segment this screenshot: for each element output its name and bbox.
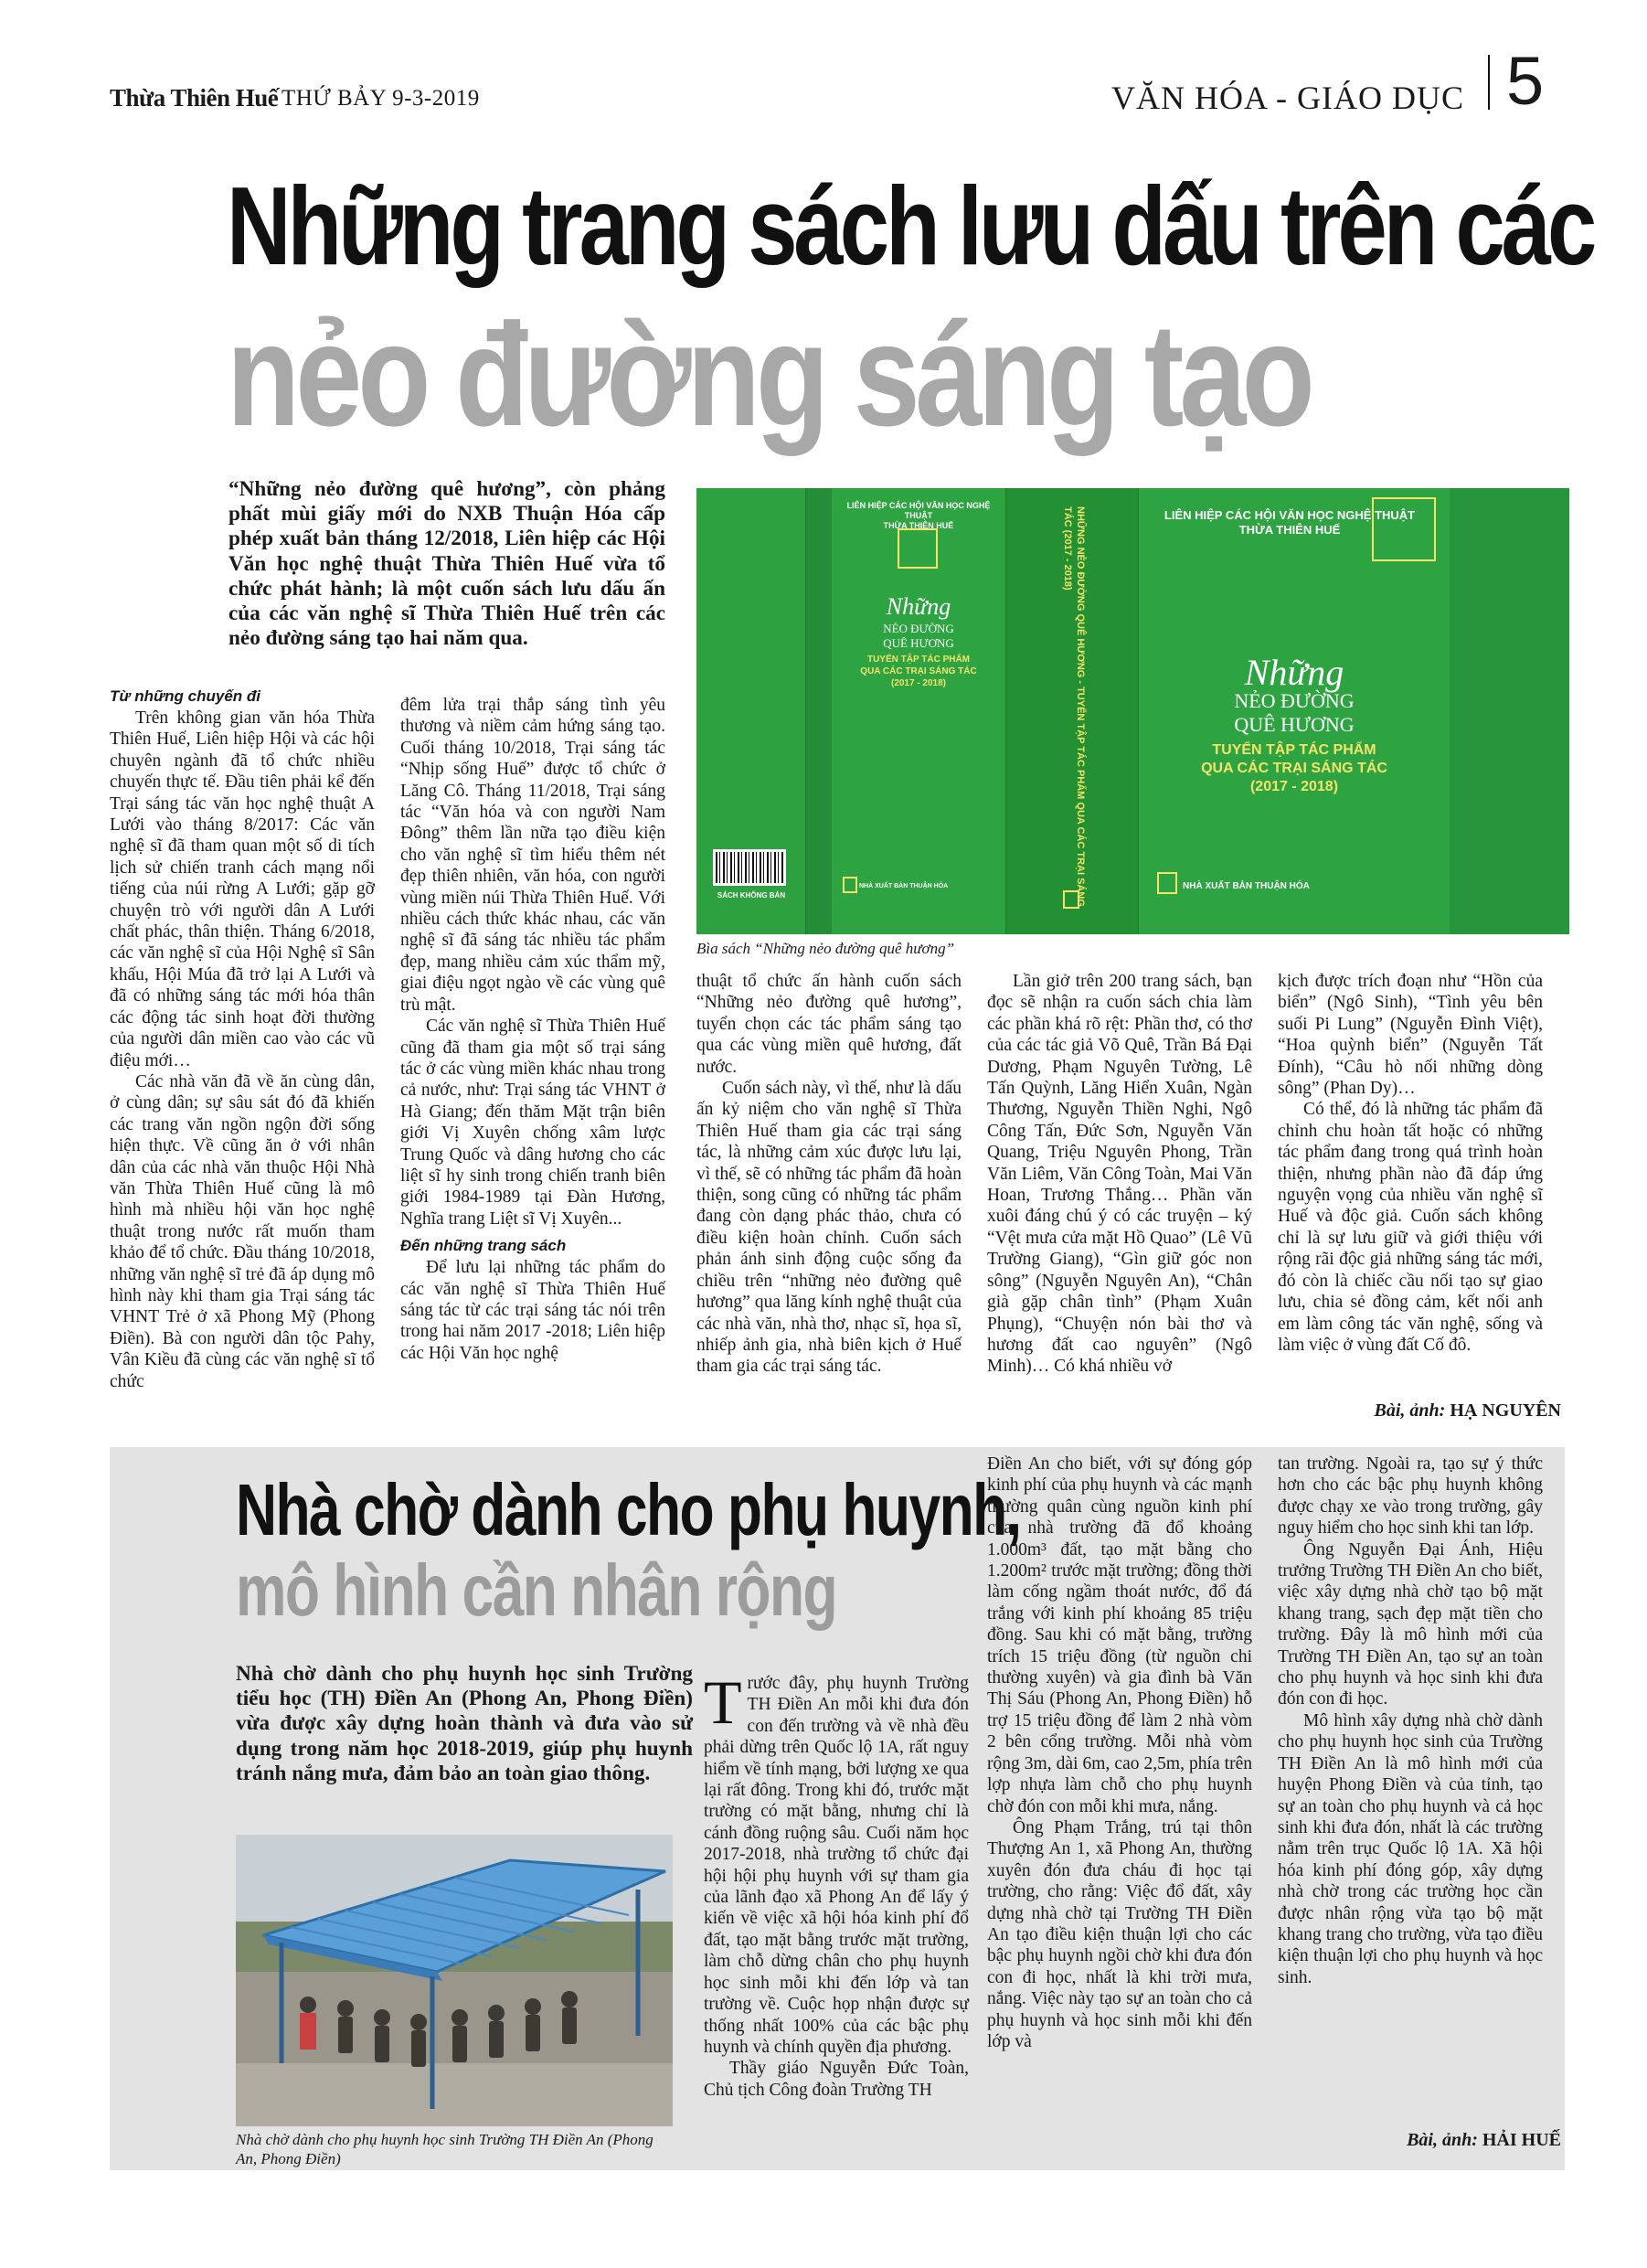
spine-title: NHỮNG NẺO ĐƯỜNG QUÊ HƯƠNG - TUYỂN TẬP TÁC PHẨM QUA CÁC TRẠI SÁNG TÁC (2017 - 2018) xyxy=(1062,506,1086,907)
article1-headline-line2: nẻo đường sáng tạo xyxy=(227,293,1311,456)
cover-press: NHÀ XUẤT BẢN THUẬN HÓA xyxy=(1183,881,1310,891)
article1-subhead-2: Đến những trang sách xyxy=(400,1237,567,1255)
paragraph: Ông Nguyễn Đại Ánh, Hiệu trưởng Trường TH Điền An cho biết, việc xây dựng nhà chờ tạo bộ mặt khang trang, sạch đẹp mặt tiền cho trường. Đây là mô hình mới của Trường TH Điền An, tạo sự an toàn cho phụ huynh và học sinh khi đưa đón con đi học. xyxy=(1278,1539,1543,1709)
article1-column-4 xyxy=(987,971,1252,1378)
cover-press-logo-icon xyxy=(1157,872,1177,894)
spine-press-logo-icon xyxy=(1063,890,1079,909)
association-logo-icon xyxy=(898,528,938,569)
cover-flap-title-script: Những xyxy=(886,593,951,620)
paragraph: Điền An cho biết, với sự đóng góp kinh phí của phụ huynh và các mạnh thường quân cùng nguồn kinh phí của nhà trường đã đổ khoảng 1.000m³ đất, tạo mặt bằng cho 1.200m² trước mặt trường; đồng thời làm cống ngầm thoát nước, đổ đá trắng với kinh phí khoảng 85 triệu đồng. Sau khi có mặt bằng, trường trích 15 triệu đồng (từ nguồn chi thường xuyên) và gia đình bà Văn Thị Sáu (Phong An, Phong Điền) hỗ trợ 15 triệu đồng để làm 2 nhà vòm 2 bên cổng trường. Mỗi nhà vòm rộng 3m, dài 6m, cao 2,5m, phía trên lợp nhựa làm chỗ cho phụ huynh chờ đón con mỗi khi mưa, nắng. xyxy=(987,1454,1252,1816)
article1-column-1 xyxy=(110,686,375,1392)
waiting-shelter-photo xyxy=(236,1835,673,2126)
cover-back-note: SÁCH KHÔNG BÁN xyxy=(717,891,786,900)
cover-spine xyxy=(1005,488,1139,934)
paragraph: Thầy giáo Nguyễn Đức Toàn, Chủ tịch Công đoàn Trường TH xyxy=(704,2059,969,2100)
article1-byline: Bài, ảnh: HẠ NGUYÊN xyxy=(1374,1400,1561,1421)
article1-lead: “Những nẻo đường quê hương”, còn phảng phất mùi giấy mới do NXB Thuận Hóa cấp phép xuất bản tháng 12/2018, Liên hiệp các Hội Văn học nghệ thuật Thừa Thiên Huế vừa tổ chức phát hành; là một cuốn sách lưu dấu ấn của các văn nghệ sĩ Thừa Thiên Huế trên các nẻo đường sáng tạo hai năm qua. xyxy=(228,477,665,651)
press-logo-icon xyxy=(843,877,857,893)
barcode-icon xyxy=(713,849,786,886)
issue-date: THỨ BẢY 9-3-2019 xyxy=(282,86,480,111)
cover-back-panel xyxy=(696,488,806,934)
paragraph: Trên không gian văn hóa Thừa Thiên Huế, Liên hiệp Hội và các hội chuyên ngành đã tổ chức nhiều chuyến thực tế. Đầu tiên phải kể đến Trại sáng tác văn học nghệ thuật A Lưới vào tháng 8/2017: Các văn nghệ sĩ đã tham quan một số di tích lịch sử chiến tranh cách mạng nổi tiếng của núi rừng A Lưới; gặp gỡ chuyện trò với người dân A Lưới chất phác, thân thiện. Tháng 6/2018, các văn nghệ sĩ của Hội Nghệ sĩ Sân khấu, Hội Múa đã trở lại A Lưới và đã có những sáng tác mới hóa thân các động tác sinh hoạt đời thường của người dân miền cao vào các vũ điệu mới… xyxy=(110,708,375,1070)
paragraph: Các nhà văn đã về ăn cùng dân, ở cùng dân; sự sâu sát đó đã khiến các trang văn ngồn ngộn đời sống hiện thực. Về cũng ăn ở với nhân dân của các nhà văn thuộc Hội Nhà văn Thừa Thiên Huế cũng là mô hình mà nhiều hội văn học nghệ thuật trong nước rất muốn tham khảo để tổ chức. Đầu tháng 10/2018, những văn nghệ sĩ trẻ đã áp dụng mô hình này khi tham gia Trại sáng tác VHNT Trẻ ở xã Phong Mỹ (Phong Điền). Bà con người dân tộc Pahy, Vân Kiều đã cùng các văn nghệ sĩ tổ chức xyxy=(110,1071,375,1391)
cover-flap: LIÊN HIỆP CÁC HỘI VĂN HỌC NGHỆ THUẬT THỪA THIÊN HUẾ Những NẺO ĐƯỜNG QUÊ HƯƠNG TUYỂN TẬP TÁC PHẨM QUA CÁC TRẠI SÁNG TÁC (2017 - 2018) NHÀ XUẤT BẢN THUẬN HÓA xyxy=(832,488,1005,934)
article2-column-3 xyxy=(1278,1453,1543,1988)
paragraph: Các văn nghệ sĩ Thừa Thiên Huế cũng đã tham gia một số trại sáng tác ở các vùng miền khác nhau trong cả nước, như: Trại sáng tác VHNT ở Hà Giang; đến thăm Mặt trận biên giới Vị Xuyên chống xâm lược Trung Quốc và dâng hương cho các liệt sĩ hy sinh trong chiến tranh biên giới 1984-1989 tại Đàn Hương, Nghĩa trang Liệt sĩ Vị Xuyên... xyxy=(400,1017,665,1229)
cover-title-script: Những xyxy=(1244,652,1344,693)
article1-column-5 xyxy=(1278,971,1543,1356)
paragraph: Cuốn sách này, vì thế, như là dấu ấn kỷ niệm cho văn nghệ sĩ Thừa Thiên Huế tham gia các trại sáng tác, là những cảm xúc được lưu lại, vì thế, sẽ có những tác phẩm đã hoàn thiện, song cũng có những tác phẩm đang còn dạng phác thảo, chưa có điều kiện hoàn chỉnh. Cuốn sách phản ánh sinh động cuộc sống đa chiều trên “những nẻo đường quê hương” qua lăng kính nghệ thuật của các nhà văn, nhà thơ, nhạc sĩ, họa sĩ, nhiếp ảnh gia, nhà biên kịch ở Huế tham gia các trại sáng tác. xyxy=(696,1079,962,1377)
page-number: 5 xyxy=(1506,43,1545,119)
cover-publisher: LIÊN HIỆP CÁC HỘI VĂN HỌC NGHỆ THUẬT THỪA THIÊN HUẾ xyxy=(1164,508,1416,537)
article1-column-2 xyxy=(400,695,665,1364)
paragraph: kịch được trích đoạn như “Hồn của biển” (Ngô Sinh), “Tình yêu bên suối Pi Lung” (Nguyễn Đình Việt), “Hoa quỳnh biển” (Nguyễn Tất Đính), “Câu hò nối những dòng sông” (Phan Dy)… xyxy=(1278,972,1543,1099)
association-emblem-icon xyxy=(1372,497,1436,561)
article2-column-1 xyxy=(704,1667,969,2101)
paragraph: đêm lửa trại thắp sáng tình yêu thương và niềm cảm hứng sáng tạo. Cuối tháng 10/2018, Trại sáng tác “Nhịp sống Huế” được tổ chức ở Lăng Cô. Tháng 11/2018, Trại sáng tác “Văn hóa và con người Nam Đông” thêm lần nữa tạo điều kiện cho văn nghệ sĩ tìm hiểu thêm nét đẹp thiên nhiên, văn hóa, con người vùng miền núi Thừa Thiên Huế. Với nhiều cách thức khác nhau, các văn nghệ sĩ đã sáng tác nhiều tác phẩm đẹp, mang nhiều cảm xúc thẩm mỹ, giai điệu ngọt ngào về các vùng quê trù mật. xyxy=(400,696,665,1015)
article2-lead: Nhà chờ dành cho phụ huynh học sinh Trường tiểu học (TH) Điền An (Phong An, Phong Điền) vừa được xây dựng hoàn thành và đưa vào sử dụng trong năm học 2018-2019, giúp phụ huynh tránh nắng mưa, đảm bảo an toàn giao thông. xyxy=(236,1662,693,1785)
book-cover-image xyxy=(696,488,1569,934)
cover-subtitle-1: TUYỂN TẬP TÁC PHẨM xyxy=(1212,742,1376,758)
paragraph: thuật tổ chức ấn hành cuốn sách “Những nẻo đường quê hương”, tuyển chọn các tác phẩm sáng tạo qua các vùng miền quê hương, đất nước. xyxy=(696,972,962,1077)
article1-column-3 xyxy=(696,971,962,1378)
cover-years: (2017 - 2018) xyxy=(1249,779,1339,794)
paragraph: Mô hình xây dựng nhà chờ dành cho phụ huynh học sinh của Trường TH Điền An là mô hình mới của huyện Phong Điền và của tỉnh, tạo sự an toàn cho phụ huynh và cả học sinh khi đưa đón, nhất là các trường nằm trên trục Quốc lộ 1A. Xã hội hóa kinh phí đóng góp, xây dựng nhà chờ trong các trường học cần được nhân rộng vừa tạo bộ mặt khang trang cho trường, vừa tạo điều kiện thuận lợi cho phụ huynh và học sinh. xyxy=(1278,1710,1543,1987)
cover-caption: Bìa sách “Những nẻo đường quê hương” xyxy=(696,940,955,957)
article2-byline: Bài, ảnh: HẢI HUẾ xyxy=(1407,2130,1561,2150)
cover-front xyxy=(1139,488,1450,934)
article1-subhead-1: Từ những chuyến đi xyxy=(110,687,260,705)
section-title: VĂN HÓA - GIÁO DỤC xyxy=(1111,80,1464,116)
article2-headline-line1: Nhà chờ dành cho phụ huynh, xyxy=(236,1469,1021,1550)
header-divider xyxy=(1488,55,1490,110)
cover-title-line2: NẺO ĐƯỜNG xyxy=(1234,689,1355,712)
article1-headline-line1: Những trang sách lưu dấu trên các xyxy=(227,164,1594,288)
paragraph: tan trường. Ngoài ra, tạo sự ý thức hơn cho các bậc phụ huynh không được chạy xe vào trong trường, gây nguy hiểm cho học sinh khi tan lớp. xyxy=(1278,1454,1543,1539)
paragraph: Trước đây, phụ huynh Trường TH Điền An mỗi khi đưa đón con đến trường và về nhà đều phải dừng trên Quốc lộ 1A, rất nguy hiểm về tính mạng, bởi lượng xe qua lại rất đông. Trong khi đó, trước mặt trường có mặt bằng, nhưng chỉ là cánh đồng ruộng sâu. Cuối năm học 2017-2018, nhà trường tổ chức đại hội hội phụ huynh với sự tham gia của lãnh đạo xã Phong An để lấy ý kiến về việc xã hội hóa kinh phí đổ đất, tạo mặt bằng trước mặt trường, làm chỗ dừng chân cho phụ huynh học sinh mỗi khi đến lớp và tan trường về. Cuộc họp nhận được sự thống nhất 100% của các bậc phụ huynh và chính quyền địa phương. xyxy=(704,1667,969,2057)
article2-headline-line2: mô hình cần nhân rộng xyxy=(236,1549,837,1631)
drop-cap: T xyxy=(704,1667,742,1737)
article2-column-2 xyxy=(987,1453,1252,2052)
paragraph: Ông Phạm Trắng, trú tại thôn Thượng An 1, xã Phong An, thường xuyên đón đưa cháu đi học tại trường, cho rằng: Việc đổ đất, xây dựng nhà chờ tại Trường TH Điền An tạo điều kiện thuận lợi cho các bậc phụ huynh ngồi chờ khi đưa đón con đi học, nhất là khi trời mưa, nắng. Việc này tạo sự an toàn cho cả phụ huynh và học sinh mỗi khi đến lớp và xyxy=(987,1817,1252,2051)
cover-subtitle-2: QUA CÁC TRẠI SÁNG TÁC xyxy=(1201,761,1387,776)
paragraph: Để lưu lại những tác phẩm do các văn nghệ sĩ Thừa Thiên Huế sáng tác từ các trại sáng tác nói trên trong hai năm 2017 -2018; Liên hiệp các Hội Văn học nghệ xyxy=(400,1258,665,1363)
paragraph: Có thể, đó là những tác phẩm đã chỉnh chu hoàn tất hoặc có những tác phẩm đang trong quá trình hoàn thiện, nhưng phần nào đã đáp ứng nguyện vọng của nhiều văn nghệ sĩ Huế và độc giả. Cuốn sách không chỉ là sự lưu giữ và giới thiệu với rộng rãi độc giả những sáng tác mới, đó còn là chiếc cầu nối tạo sự giao lưu, chia sẻ đồng cảm, kết nối anh em làm công tác văn nghệ, sống và làm việc ở vùng đất Cố đô. xyxy=(1278,1100,1543,1355)
newspaper-brand: Thừa Thiên Huế xyxy=(110,84,279,112)
cover-title-line3: QUÊ HƯƠNG xyxy=(1234,713,1355,736)
paragraph: Lần giở trên 200 trang sách, bạn đọc sẽ nhận ra cuốn sách chia làm các phần khá rõ rệt: Phần thơ, có thơ của các tác giả Võ Quê, Trần Bá Đại Dương, Phạm Nguyên Tường, Lê Tấn Quỳnh, Lăng Hiển Xuân, Ngàn Thương, Nguyễn Thiền Nghi, Ngô Công Tấn, Đức Sơn, Nguyễn Văn Quang, Triệu Nguyên Phong, Trần Văn Liêm, Văn Công Toàn, Mai Văn Hoan, Trương Thắng… Phần văn xuôi đáng chú ý có các truyện – ký “Vệt mưa cửa mặt Hồ Quao” (Lê Vũ Trường Giang), “Gìn giữ góc non sông” (Nguyễn Nguyên An), “Chân già gặp chân tình” (Phạm Xuân Phụng), “Chuyện nón bài thơ và hương đất cao nguyên” (Ngô Minh)… Có khá nhiều vở xyxy=(987,972,1252,1377)
photo-caption: Nhà chờ dành cho phụ huynh học sinh Trường TH Điền An (Phong An, Phong Điền) xyxy=(236,2131,653,2167)
shelter-photo-illustration xyxy=(236,1835,673,2126)
cover-flap-publisher: LIÊN HIỆP CÁC HỘI VĂN HỌC NGHỆ THUẬT THỪA THIÊN HUẾ xyxy=(846,501,991,530)
